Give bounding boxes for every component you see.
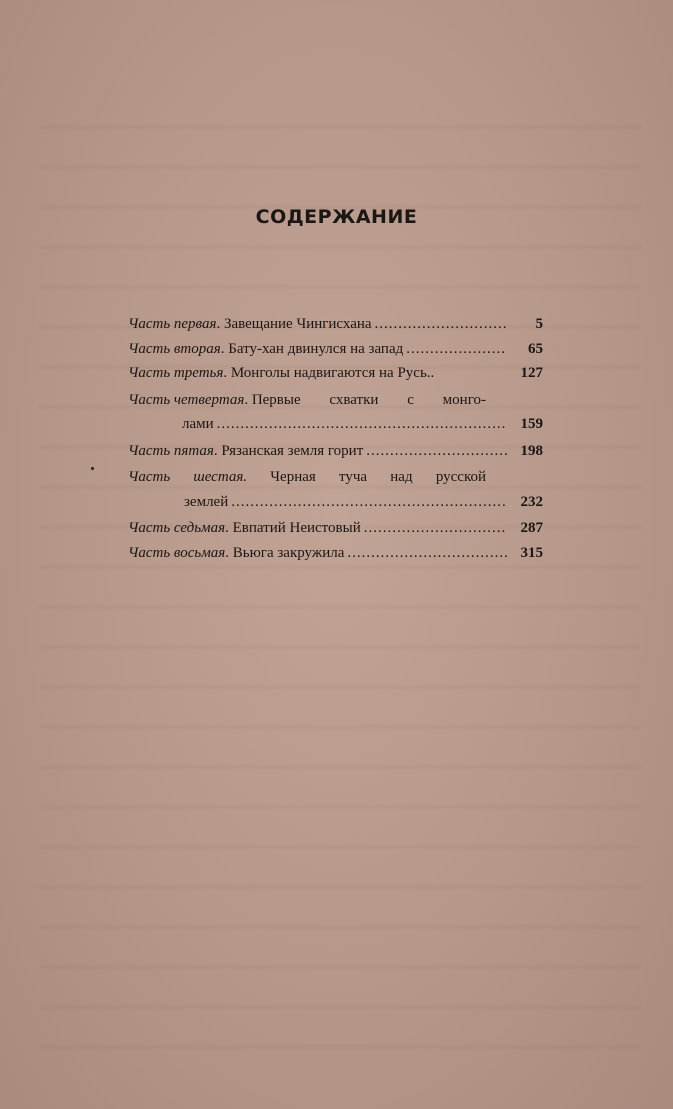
ink-speck [91, 467, 94, 470]
toc-entry-title-continued: землей [184, 493, 229, 510]
toc-entry-1 [128, 312, 543, 337]
toc-page-number: 159 [520, 416, 543, 432]
dot-leader [217, 412, 507, 437]
toc-entry-title-word: над [390, 469, 413, 485]
toc-page-number: 65 [528, 340, 543, 357]
toc-entry-7 [128, 516, 543, 541]
toc-entry-label: Часть седьмая [128, 520, 226, 536]
toc-entry-title-word: . Первые [244, 391, 301, 408]
toc-entry-6 [128, 465, 543, 514]
toc-entry-4 [128, 388, 543, 437]
toc-entry-title-word: туча [339, 469, 368, 485]
toc-entry-3 [128, 361, 543, 386]
toc-entry-title: . Завещание Чингисхана [216, 316, 372, 332]
dot-leader [375, 312, 507, 337]
bleed-through-texture [40, 100, 640, 1050]
toc-entry-8 [128, 541, 543, 566]
dot-leader [347, 541, 507, 566]
toc-entry-2 [128, 337, 543, 362]
toc-entry-title-word: русской [435, 469, 486, 485]
toc-entry-title-continued: лами [182, 416, 214, 432]
toc-page-number: 127 [520, 365, 543, 381]
toc-entry-title-word: с [407, 391, 414, 408]
toc-entry-title: . Рязанская земля горит [213, 442, 364, 459]
toc-entry-label: Часть [128, 469, 171, 485]
toc-entry-title: . Вьюга закружила [225, 544, 345, 561]
toc-entry-label: Часть пятая [128, 442, 214, 459]
dot-leader [406, 337, 507, 362]
toc-page-number: 315 [520, 544, 543, 561]
toc-entry-5 [128, 439, 543, 464]
toc-entry-title-word: шестая. [193, 469, 248, 485]
toc-entry-title-word: схватки [329, 391, 379, 408]
toc-entry-label: Часть вторая [128, 340, 221, 357]
toc-entry-label: Часть первая [128, 316, 217, 332]
toc-entry-title-word: Черная [270, 469, 316, 485]
toc-entry-title: . Монголы надвигаются на Русь.. [223, 365, 435, 381]
dot-leader [364, 516, 507, 541]
toc-entry-title: . Евпатий Неистовый [225, 520, 361, 536]
toc-entry-title: . Бату-хан двинулся на запад [220, 340, 404, 357]
page-title: СОДЕРЖАНИЕ [255, 206, 418, 228]
toc-entry-label: Часть третья [128, 365, 224, 381]
toc-page-number: 5 [535, 316, 543, 332]
table-of-contents [128, 312, 543, 565]
toc-entry-label: Часть восьмая [128, 544, 226, 561]
dot-leader [231, 490, 507, 515]
toc-page-number: 198 [520, 442, 543, 459]
toc-page-number: 232 [520, 493, 543, 510]
toc-page-number: 287 [520, 520, 543, 536]
dot-leader [366, 439, 507, 464]
toc-entry-title-word: монго- [442, 391, 486, 408]
toc-entry-label: Часть четвертая [128, 391, 245, 408]
